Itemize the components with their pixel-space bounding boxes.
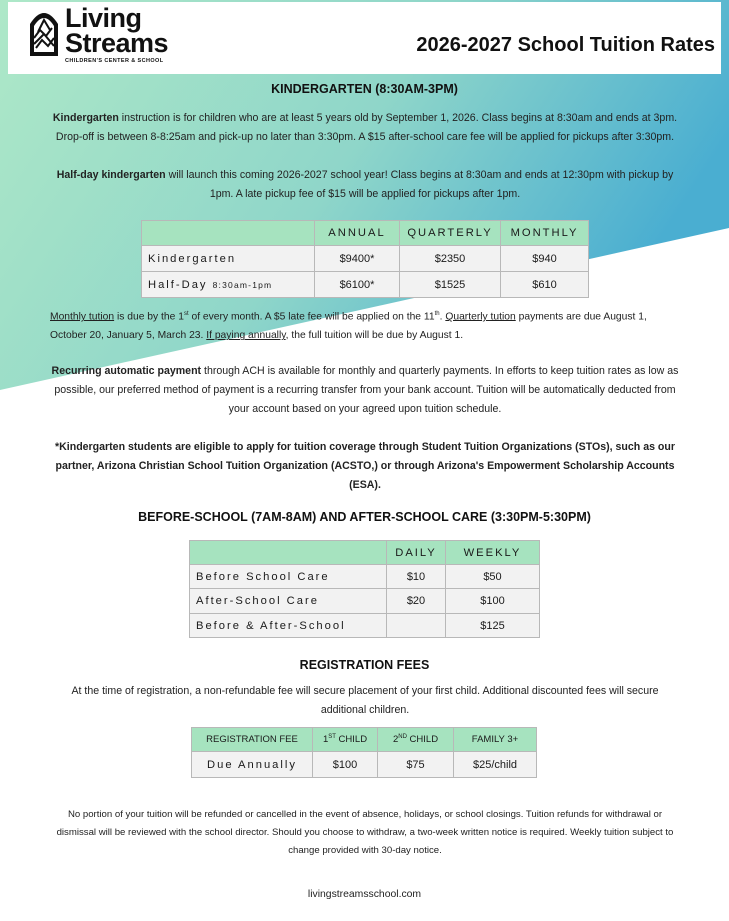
daily-value: $20 <box>387 589 446 614</box>
column-header: 1ST CHILD <box>313 728 378 752</box>
registration-description: At the time of registration, a non-refundable fee will secure placement of your first child. Additional discounted fees will secure additional children. <box>71 685 659 716</box>
family-fee: $25/child <box>454 752 537 778</box>
brand-tagline: CHILDREN'S CENTER & SCHOOL <box>65 58 164 64</box>
weekly-value: $50 <box>446 565 540 589</box>
table-row <box>192 752 537 778</box>
quarterly-tuition-link: Quarterly tution <box>445 311 516 323</box>
stained-glass-window-icon <box>28 8 60 58</box>
column-header: QUARTERLY <box>400 221 501 246</box>
column-header: DAILY <box>387 541 446 565</box>
table-row <box>142 272 589 298</box>
row-label: After-School Care <box>190 589 387 614</box>
registration-fees-table <box>191 727 537 778</box>
annual-value: $9400* <box>315 246 400 272</box>
annual-value: $6100* <box>315 272 400 298</box>
table-header-row <box>190 541 540 565</box>
monthly-tuition-link: Monthly tution <box>50 311 115 323</box>
recurring-payment-note: Recurring automatic payment through ACH is available for monthly and quarterly payments. In efforts to keep tuition rates as low as possible, our preferred method of payment is a recurring transfer from your bank account. Tuition will be automatically deducted from your account based on your agreed upon tuition schedule. <box>51 365 679 415</box>
document-title: 2026-2027 School Tuition Rates <box>416 34 715 56</box>
care-heading: BEFORE-SCHOOL (7AM-8AM) AND AFTER-SCHOOL CARE (3:30PM-5:30PM) <box>138 510 591 524</box>
daily-value: $10 <box>387 565 446 589</box>
column-header: ANNUAL <box>315 221 400 246</box>
registration-heading: REGISTRATION FEES <box>299 658 430 672</box>
daily-value <box>387 614 446 638</box>
table-row <box>142 246 589 272</box>
column-header: WEEKLY <box>446 541 540 565</box>
brand-name: Living Streams <box>65 3 169 58</box>
website-link[interactable]: livingstreamsschool.com <box>307 889 422 900</box>
kindergarten-heading: KINDERGARTEN (8:30AM-3PM) <box>271 82 458 96</box>
table-row <box>190 614 540 638</box>
table-row <box>190 565 540 589</box>
brand-logo <box>28 3 178 68</box>
column-header: 2ND CHILD <box>378 728 454 752</box>
first-child-fee: $100 <box>313 752 378 778</box>
monthly-value: $610 <box>501 272 589 298</box>
second-child-fee: $75 <box>378 752 454 778</box>
monthly-value: $940 <box>501 246 589 272</box>
table-row <box>190 589 540 614</box>
column-header: MONTHLY <box>501 221 589 246</box>
payment-schedule: Monthly tution is due by the 1st of every month. A $5 late fee will be applied on the 11th. Quarterly tution payments are due August 1, October 20, January 5, March 23. If paying annually, the full tuition will be due by August 1. <box>50 311 647 342</box>
sto-note: *Kindergarten students are eligible to apply for tuition coverage through Student Tuition Organizations (STOs), such as our partner, Arizona Christian School Tuition Organization (ACSTO,) or through Arizona's Empowerment Scholarship Accounts (ESA). <box>55 441 675 491</box>
refund-policy: No portion of your tuition will be refunded or cancelled in the event of absence, holidays, or school closings. Tuition refunds for withdrawal or dismissal will be reviewed with the school director. Should you choose to withdraw, a two-week written notice is required. Weekly tuition subject to change provided with 30-day notice. <box>56 809 674 856</box>
care-rates-table <box>189 540 540 638</box>
row-label: Before School Care <box>190 565 387 589</box>
column-header: REGISTRATION FEE <box>192 728 313 752</box>
kindergarten-tuition-table <box>141 220 589 298</box>
column-header: FAMILY 3+ <box>454 728 537 752</box>
row-label: Due Annually <box>192 752 313 778</box>
weekly-value: $125 <box>446 614 540 638</box>
row-label: Before & After-School <box>190 614 387 638</box>
weekly-value: $100 <box>446 589 540 614</box>
quarterly-value: $1525 <box>400 272 501 298</box>
row-label: Half-Day 8:30am-1pm <box>142 272 315 298</box>
quarterly-value: $2350 <box>400 246 501 272</box>
table-header-row <box>142 221 589 246</box>
row-label: Kindergarten <box>142 246 315 272</box>
table-header-row <box>192 728 537 752</box>
annual-tuition-link: If paying annually <box>206 330 286 342</box>
half-day-description: Half-day kindergarten will launch this coming 2026-2027 school year! Class begins at 8:30am and ends at 12:30pm with pickup by 1pm. A late pickup fee of $15 will be applied for pickups after 1pm. <box>56 169 674 200</box>
kindergarten-description: Kindergarten instruction is for children who are at least 5 years old by September 1, 2026. Class begins at 8:30am and ends at 3pm. Drop-off is between 8-8:25am and pick-up no later than 3:30pm. A $15 after-school care fee will be applied for pickups after 3:30pm. <box>52 112 678 143</box>
